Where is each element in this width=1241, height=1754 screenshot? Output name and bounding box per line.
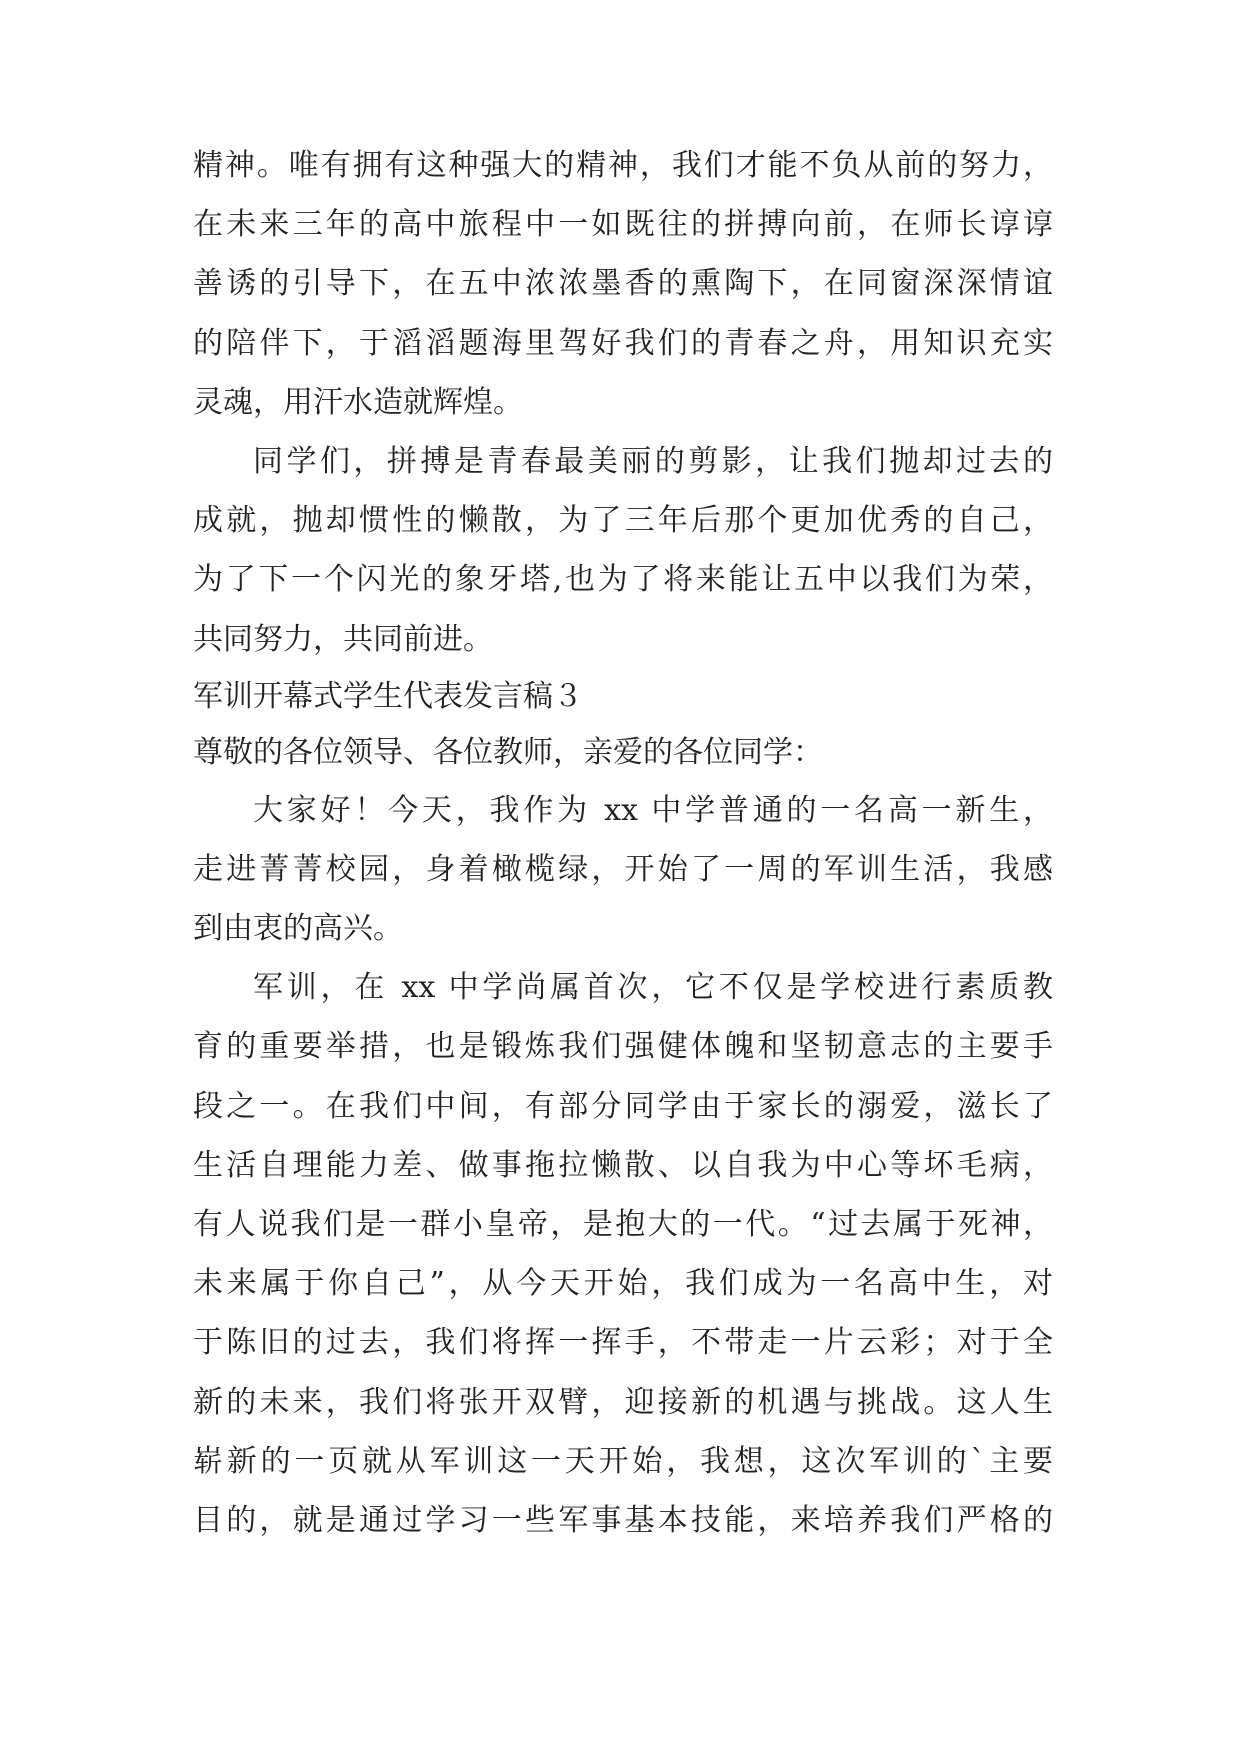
paragraph-3: [193, 781, 1053, 959]
text-line: 未来属于你自己”，从今天开始，我们成为一名高中生，对: [193, 1266, 1053, 1302]
paragraph-4: [193, 958, 1053, 1550]
text-line: 军训，在 xx 中学尚属首次，它不仅是学校进行素质教: [253, 970, 1053, 1006]
text-line: 灵魂，用汗水造就辉煌。: [193, 384, 523, 420]
salutation: 尊敬的各位领导、各位教师，亲爱的各位同学：: [193, 734, 823, 770]
text-line: 新的未来，我们将张开双臂，迎接新的机遇与挑战。这人生: [193, 1384, 1053, 1420]
text-line: 有人说我们是一群小皇帝，是抱大的一代。“过去属于死神，: [193, 1207, 1053, 1242]
text-line: 走进菁菁校园，身着橄榄绿，开始了一周的军训生活，我感: [193, 851, 1053, 887]
text-line: 在未来三年的高中旅程中一如既往的拼搏向前，在师长谆谆: [193, 207, 1053, 243]
text-line: 育的重要举措，也是锻炼我们强健体魄和坚韧意志的主要手: [193, 1029, 1053, 1065]
text-line: 于陈旧的过去，我们将挥一挥手，不带走一片云彩；对于全: [193, 1325, 1053, 1361]
paragraph-1: [193, 136, 1053, 432]
paragraph-2: [193, 432, 1053, 669]
text-line: 为了下一个闪光的象牙塔,也为了将来能让五中以我们为荣，: [193, 562, 1053, 598]
document-body: [193, 136, 1053, 1550]
text-line: 精神。唯有拥有这种强大的精神，我们才能不负从前的努力，: [193, 148, 1053, 183]
text-line: 的陪伴下，于滔滔题海里驾好我们的青春之舟，用知识充实: [193, 325, 1053, 361]
section-title: 军训开幕式学生代表发言稿３: [193, 678, 583, 714]
text-line: 生活自理能力差、做事拖拉懒散、以自我为中心等坏毛病，: [193, 1147, 1053, 1183]
text-line: 目的，就是通过学习一些军事基本技能，来培养我们严格的: [193, 1502, 1053, 1538]
text-line: 共同努力，共同前进。: [193, 621, 493, 657]
text-line: 崭新的一页就从军训这一天开始，我想，这次军训的`主要: [193, 1443, 1053, 1479]
text-line: 同学们，拼搏是青春最美丽的剪影，让我们抛却过去的: [253, 443, 1053, 479]
text-line: 成就，抛却惯性的懒散，为了三年后那个更加优秀的自己，: [193, 503, 1053, 539]
text-line: 大家好！今天，我作为 xx 中学普通的一名高一新生，: [253, 792, 1053, 828]
text-line: 善诱的引导下，在五中浓浓墨香的熏陶下，在同窗深深情谊: [193, 266, 1053, 302]
text-line: 段之一。在我们中间，有部分同学由于家长的溺爱，滋长了: [193, 1088, 1053, 1124]
text-line: 到由衷的高兴。: [193, 911, 403, 947]
